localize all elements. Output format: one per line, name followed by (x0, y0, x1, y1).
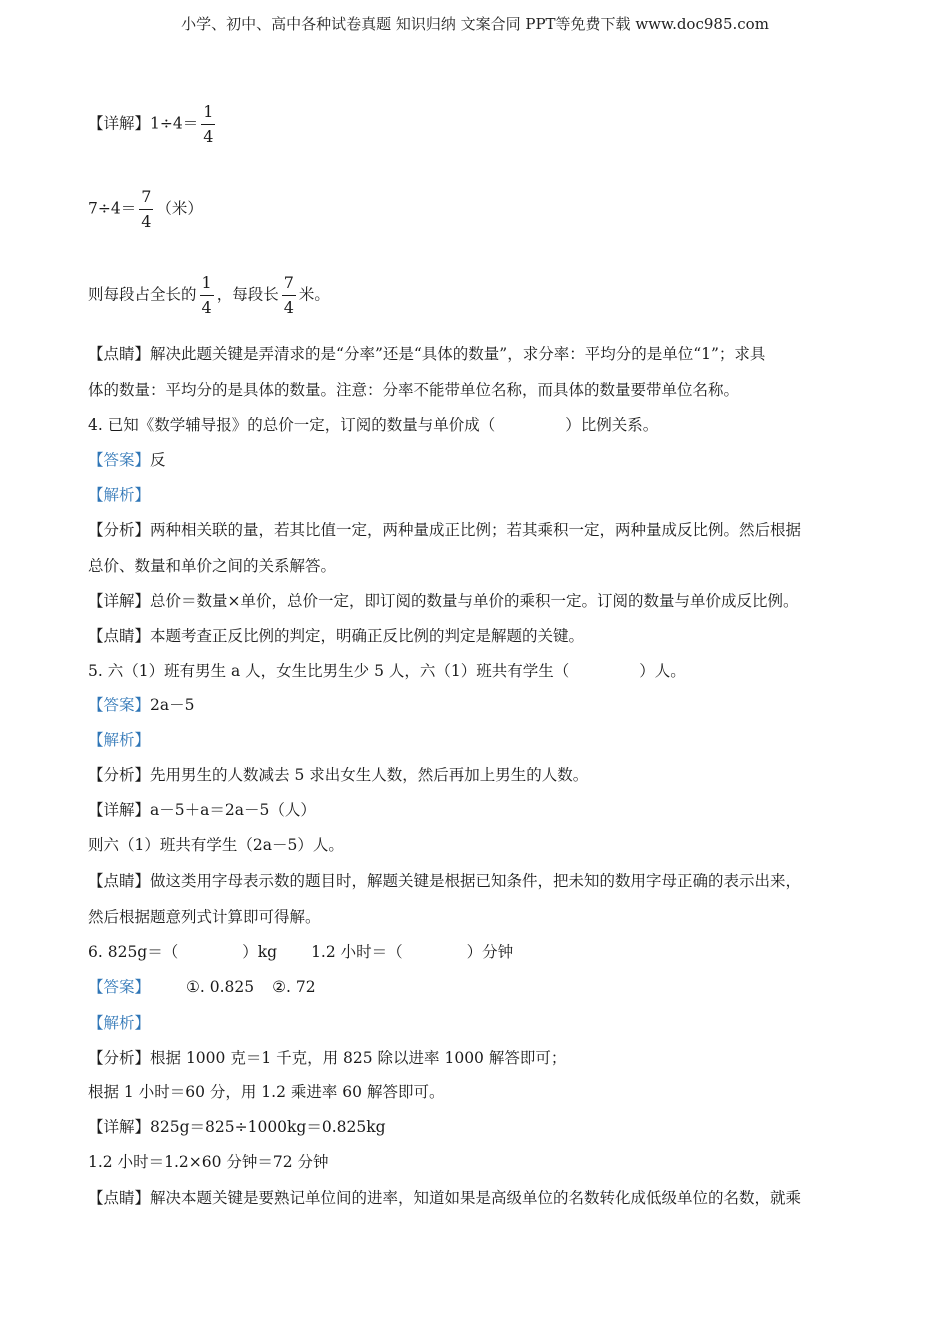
comment-tag: 【点睛】 (88, 627, 151, 645)
q3-detail-line (88, 104, 868, 145)
q5-answer-text: 2a－5 (150, 696, 195, 714)
analysis-head-tag: 【解析】 (88, 1014, 151, 1032)
q4-analysis-2 (88, 555, 868, 577)
comment-tag: 【点睛】 (88, 345, 151, 363)
q4-detail (88, 590, 868, 612)
analysis-tag: 【分析】 (88, 766, 151, 784)
page-header: 小学、初中、高中各种试卷真题 知识归纳 文案合同 PPT等免费下载 www.doc985.com (181, 15, 769, 33)
q5-detail-text: a－5＋a＝2a－5（人） (150, 801, 316, 819)
q4-analysis (88, 519, 868, 541)
q3-text: ，每段长 (216, 285, 279, 304)
q6-stem-text: ）分钟 (466, 943, 514, 961)
q4-detail-text: 总价＝数量×单价，总价一定，即订阅的数量与单价的乘积一定。订阅的数量与单价成反比例。 (150, 592, 799, 610)
q3-comment-line (88, 343, 868, 365)
q6-detail-2 (88, 1151, 868, 1173)
q6-stem (88, 941, 868, 963)
q3-line-3 (88, 275, 868, 316)
q4-analysis-text: 总价、数量和单价之间的关系解答。 (88, 557, 337, 575)
q6-analysis (88, 1047, 868, 1069)
q4-analysis-text: 两种相关联的量，若其比值一定，两种量成正比例；若其乘积一定，两种量成反比例。然后根据 (150, 521, 802, 539)
q5-answer (88, 694, 868, 716)
q5-comment-text: 然后根据题意列式计算即可得解。 (88, 908, 321, 926)
detail-tag: 【详解】 (88, 1118, 151, 1136)
q3-detail-expr: 1÷4＝ (150, 114, 199, 133)
q6-analysis-2 (88, 1081, 868, 1103)
detail-tag: 【详解】 (88, 592, 151, 610)
q5-analysis-head (88, 729, 868, 751)
q6-stem-text: 1.2 小时＝（ (311, 943, 403, 961)
q3-text: 米。 (298, 285, 330, 304)
q6-detail (88, 1116, 868, 1138)
q3-comment-text: 解决此题关键是弄清求的是“分率”还是“具体的数量”，求分率：平均分的是单位“1”；求具 (150, 345, 766, 363)
q3-line-2 (88, 189, 868, 230)
fraction: $\frac{7}{4}$ (283, 273, 294, 317)
q6-stem-text: 6. 825g＝（ (88, 943, 179, 961)
q4-comment-text: 本题考查正反比例的判定，明确正反比例的判定是解题的关键。 (150, 627, 585, 645)
q6-answer-2: ②. 72 (272, 978, 316, 996)
analysis-head-tag: 【解析】 (88, 731, 151, 749)
q6-analysis-text: 根据 1 小时＝60 分，用 1.2 乘进率 60 解答即可。 (88, 1083, 445, 1101)
q3-line2-expr: 7÷4＝ (88, 199, 137, 218)
q5-comment-text: 做这类用字母表示数的题目时，解题关键是根据已知条件，把未知的数用字母正确的表示出来， (150, 872, 802, 890)
q5-total-text: 则六（1）班共有学生（2a－5）人。 (88, 836, 344, 854)
q5-detail (88, 799, 868, 821)
q4-stem-text: 4. 已知《数学辅导报》的总价一定，订阅的数量与单价成（ (88, 416, 496, 434)
q4-stem (88, 414, 868, 436)
detail-tag: 【详解】 (88, 114, 151, 133)
q5-analysis-text: 先用男生的人数减去 5 求出女生人数，然后再加上男生的人数。 (150, 766, 589, 784)
q6-comment-text: 解决本题关键是要熟记单位间的进率，知道如果是高级单位的名数转化成低级单位的名数，就乘 (150, 1189, 802, 1207)
fraction: $\frac{7}{4}$ (141, 187, 152, 231)
q6-analysis-head (88, 1012, 868, 1034)
q5-stem (88, 660, 868, 682)
q4-comment (88, 625, 868, 647)
q6-analysis-text: 根据 1000 克＝1 千克，用 825 除以进率 1000 解答即可； (150, 1049, 567, 1067)
q5-total (88, 834, 868, 856)
q5-stem-text: 5. 六（1）班有男生 a 人，女生比男生少 5 人，六（1）班共有学生（ (88, 662, 570, 680)
q4-answer (88, 449, 868, 471)
comment-tag: 【点睛】 (88, 1189, 151, 1207)
q6-comment (88, 1187, 868, 1209)
q4-answer-text: 反 (150, 451, 166, 469)
answer-tag: 【答案】 (88, 451, 151, 469)
fraction: $\frac{1}{4}$ (201, 273, 212, 317)
q4-stem-text: ）比例关系。 (565, 416, 659, 434)
fraction: $\frac{1}{4}$ (203, 102, 214, 146)
analysis-tag: 【分析】 (88, 1049, 151, 1067)
q4-analysis-head (88, 484, 868, 506)
q5-comment-2 (88, 906, 868, 928)
q5-stem-text: ）人。 (639, 662, 686, 680)
q6-detail-text: 825g＝825÷1000kg＝0.825kg (150, 1118, 386, 1136)
detail-tag: 【详解】 (88, 801, 151, 819)
q6-answer-1: ①. 0.825 (186, 978, 255, 996)
analysis-tag: 【分析】 (88, 521, 151, 539)
q6-answer (88, 976, 868, 998)
q5-comment (88, 870, 868, 892)
q3-comment-line-2 (88, 379, 868, 401)
q5-analysis (88, 764, 868, 786)
q3-text: 则每段占全长的 (88, 285, 197, 304)
answer-tag: 【答案】 (88, 696, 151, 714)
q3-line2-unit: （米） (156, 199, 203, 218)
comment-tag: 【点睛】 (88, 872, 151, 890)
answer-tag: 【答案】 (88, 978, 151, 996)
q6-stem-text: ）kg (242, 943, 278, 961)
analysis-head-tag: 【解析】 (88, 486, 151, 504)
q6-detail-text: 1.2 小时＝1.2×60 分钟＝72 分钟 (88, 1153, 329, 1171)
q3-comment-text: 体的数量：平均分的是具体的数量。注意：分率不能带单位名称，而具体的数量要带单位名称。 (88, 381, 740, 399)
